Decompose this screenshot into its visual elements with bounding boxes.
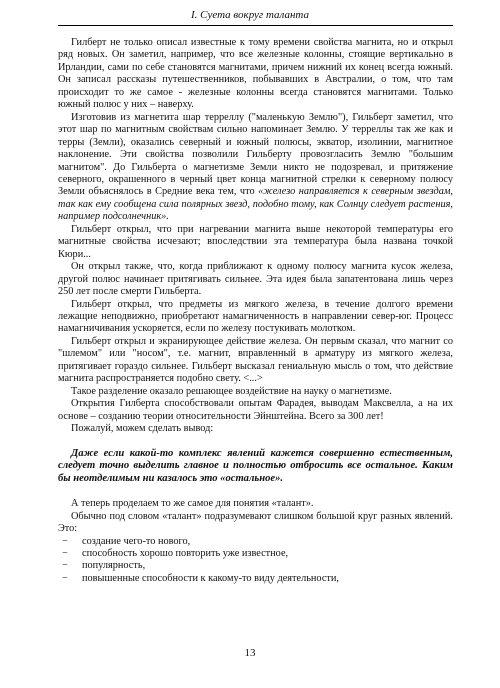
terrella-text: Изготовив из магнетита шар терреллу ("маленькую Землю"), Гильберт заметил, что этот шар по магнитным свойствам сильно напоминает Землю. У терреллы так же как и терры (Земли), оказались северный и южный полюсы, экватор, изолинии, магнитное наклонение. Эти свойства позволили Гильберту провозгласить Землю "большим магнитом". До Гильберта о магнетизме Земли никто не подозревал, и притяжение северного, окрашенного в черный цвет конца магнитной стрелки к северному полюсу Земли объяснялось в Средние века тем, что	[58, 111, 453, 198]
paragraph-talent-intro: А теперь проделаем то же самое для понятия «талант».	[71, 498, 314, 510]
header-rule	[58, 25, 453, 26]
paragraph-shielding: Гильберт открыл и экранирующее действие железа. Он первым сказал, что магнит со "шлемом" или "носом", т.е. магнит, вправленный в арматуру из мягкого железа, притягивает гораздо сильнее. Гильберт высказал гениальную мысль о том, что действие магнита распространяется подобно свету. <...>	[58, 335, 453, 385]
paragraph-curie-point: Гильберт открыл, что при нагревании магнита выше некоторой температуры его магнитные свойства исчезают; впоследствии эта температура была названа точкой Кюри...	[58, 223, 453, 260]
list-item: − создание чего-то нового,	[62, 535, 191, 547]
dash-bullet: −	[62, 560, 68, 572]
paragraph-division: Такое разделение оказало решающее воздействие на науку о магнетизме.	[71, 385, 392, 397]
dash-bullet: −	[62, 572, 68, 584]
dash-bullet: −	[62, 535, 68, 547]
italic-quote: «железо направляется к северным звездам, так как ему сообщена сила полярных звезд, подобно тому, как Солнцу следует растения, например подсолнечник».	[58, 186, 454, 223]
dash-bullet: −	[62, 548, 68, 560]
spacer	[58, 436, 453, 448]
paragraph-pole-attraction: Он открыл также, что, когда приближают к одному полюсу магнита кусок железа, другой полюс начинает притягивать сильнее. Эта идея была запатентована лишь через 250 лет после смерти Гильберта.	[58, 261, 453, 298]
list-item: − повышенные способности к какому-то виду деятельности,	[62, 572, 339, 584]
list-item: − популярность,	[62, 560, 146, 572]
running-header: I. Суета вокруг таланта	[190, 9, 310, 21]
paragraph-soft-iron: Гильберт открыл, что предметы из мягкого железа, в течение долгого времени лежащие неподвижно, приобретают намагниченность в направлении север-юг. Процесс намагничивания ускоряется, если по железу постукивать молотком.	[58, 298, 453, 335]
paragraph-faraday: Открытия Гилберта способствовали опытам Фарадея, выводам Максвелла, а на их основе – созданию теории относительности Эйнштейна. Всего за 300 лет!	[58, 398, 453, 422]
emphasis-rule: Даже если какой-то комплекс явлений кажется совершенно естественным, следует точно выделить главное и полностью отбросить все остальное. Каким бы неотделимым ни казалось это «остальное».	[58, 447, 453, 485]
list-item: − способность хорошо повторить уже известное,	[62, 548, 289, 560]
paragraph-conclusion-intro: Пожалуй, можем сделать вывод:	[71, 423, 214, 435]
main-text	[58, 37, 453, 585]
spacer	[58, 486, 453, 498]
paragraph-magnet-columns: Гилберт не только описал известные к тому времени свойства магнита, но и открыл ряд новых. Он заметил, например, что все железные колонны, стоящие вертикально в Ирландии, сами по себе становятся магнитами, причем нижний их конец всегда южный. Он записал рассказы путешественников, побывавших в Австралии, о том, что там происходит то же самое - железные колонны всегда становятся магнитами. Только южный полюс у них – наверху.	[58, 37, 453, 111]
paragraph-terrella	[58, 112, 453, 224]
page-number: 13	[244, 647, 256, 659]
talent-list	[58, 536, 453, 586]
paragraph-talent-meaning: Обычно под словом «талант» подразумевают слишком большой круг разных явлений. Это:	[58, 510, 453, 535]
